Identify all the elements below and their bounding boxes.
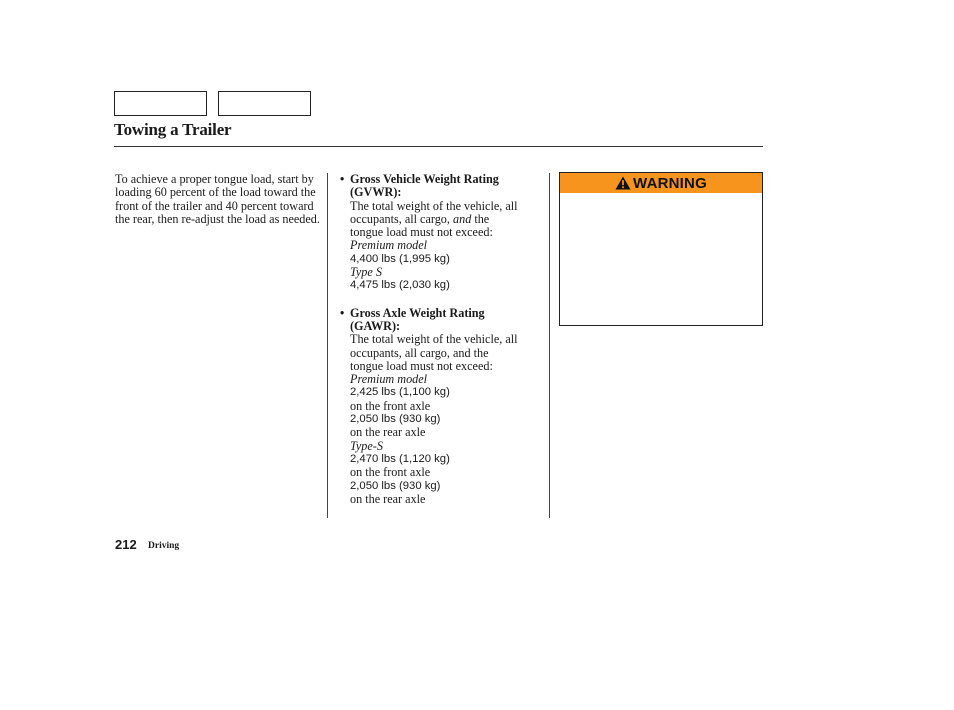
gawr-heading-line1: Gross Axle Weight Rating	[350, 305, 485, 320]
tongue-load-paragraph: To achieve a proper tongue load, start by loading 60 percent of the load toward the front of the trailer and 40 percent toward the rear, then re-adjust the load as needed.	[115, 172, 320, 226]
title-divider	[114, 146, 763, 147]
gvwr-body-line3: tongue load must not exceed:	[350, 225, 493, 240]
gvwr-premium-value: 4,400 lbs (1,995 kg)	[350, 252, 450, 265]
nav-box-index[interactable]	[218, 91, 311, 116]
gawr-types-rear-text: on the rear axle	[350, 491, 426, 506]
gvwr-section	[340, 173, 545, 293]
gawr-section	[340, 307, 545, 506]
nav-box-contents[interactable]	[114, 91, 207, 116]
gvwr-body-line1: The total weight of the vehicle, all	[350, 198, 518, 213]
section-name: Driving	[148, 541, 180, 551]
column-divider-left	[327, 173, 328, 518]
gawr-heading-line2: (GAWR):	[350, 318, 401, 333]
gvwr-heading-line1: Gross Vehicle Weight Rating	[350, 172, 499, 186]
page-number: 212	[115, 537, 137, 552]
warning-label: WARNING	[633, 174, 707, 192]
gawr-heading	[340, 307, 545, 334]
gawr-premium-front-text: on the front axle	[350, 398, 431, 413]
gawr-body-line3: tongue load must not exceed:	[350, 358, 493, 373]
gvwr-body-and: and	[453, 211, 472, 226]
warning-header	[560, 173, 762, 193]
gawr-types-front-text: on the front axle	[350, 465, 431, 480]
gvwr-heading	[340, 173, 545, 200]
gvwr-types-value: 4,475 lbs (2,030 kg)	[350, 279, 450, 292]
gawr-types-front-value: 2,470 lbs (1,120 kg)	[350, 452, 450, 465]
gvwr-body-line2	[340, 213, 545, 226]
gvwr-premium-label: Premium model	[350, 238, 428, 253]
gvwr-body-line2-end: the	[471, 211, 490, 226]
page-title: Towing a Trailer	[114, 120, 232, 139]
bullet-icon: •	[340, 305, 345, 320]
warning-triangle-icon	[615, 176, 631, 190]
gawr-types-rear-value: 2,050 lbs (930 kg)	[350, 479, 441, 492]
gawr-premium-front-value: 2,425 lbs (1,100 kg)	[350, 386, 450, 399]
gvwr-types-label: Type S	[350, 265, 382, 280]
column-divider-right	[549, 173, 550, 518]
gawr-body-line2: occupants, all cargo, and the	[350, 345, 489, 360]
gawr-body-line1: The total weight of the vehicle, all	[350, 332, 518, 347]
weight-ratings-column	[340, 173, 545, 506]
warning-box	[559, 172, 763, 326]
gawr-types-label: Type-S	[350, 438, 383, 453]
bullet-icon: •	[340, 172, 345, 186]
gvwr-body-line2-start: occupants, all cargo,	[350, 211, 453, 226]
gawr-premium-label: Premium model	[350, 372, 428, 387]
gawr-premium-rear-text: on the rear axle	[350, 425, 426, 440]
gawr-premium-rear-value: 2,050 lbs (930 kg)	[350, 413, 441, 426]
gvwr-heading-line2: (GVWR):	[350, 185, 402, 200]
